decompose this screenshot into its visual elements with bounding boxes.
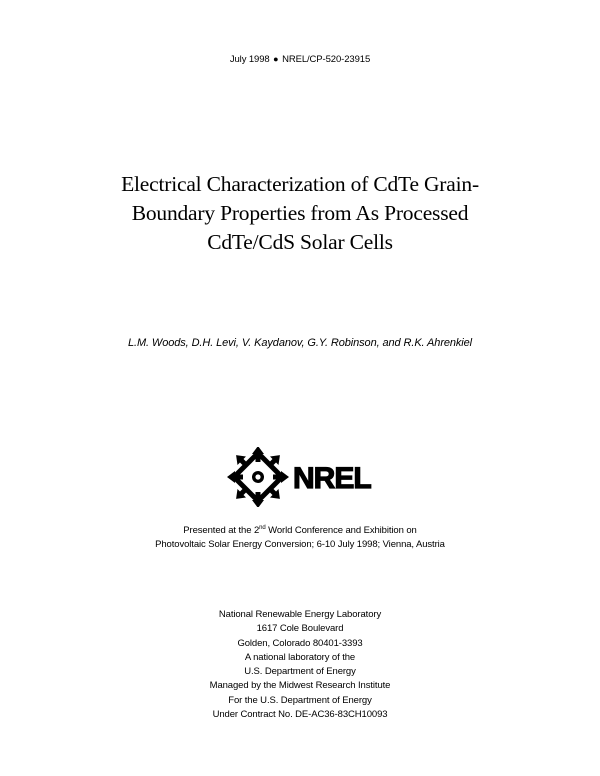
nrel-logo-text: NREL bbox=[293, 462, 371, 495]
nrel-logo bbox=[227, 447, 377, 507]
address-line-3: Golden, Colorado 80401-3393 bbox=[237, 637, 363, 649]
report-number: NREL/CP-520-23915 bbox=[282, 54, 371, 65]
address-line-5: U.S. Department of Energy bbox=[244, 666, 356, 678]
presentation-prefix: Presented at the 2 bbox=[183, 525, 260, 536]
lab-address-block bbox=[0, 608, 600, 722]
report-header bbox=[0, 54, 600, 65]
presentation-line-2: Photovoltaic Solar Energy Conversion; 6-10 July 1998; Vienna, Austria bbox=[155, 539, 445, 550]
address-line-6: Managed by the Midwest Research Institute bbox=[209, 680, 391, 692]
presentation-line-1 bbox=[0, 524, 600, 538]
address-line-7: For the U.S. Department of Energy bbox=[228, 694, 372, 706]
presentation-note bbox=[0, 524, 600, 552]
address-line-1: National Renewable Energy Laboratory bbox=[218, 609, 382, 620]
title-line-1: Electrical Characterization of CdTe Grain- bbox=[121, 172, 479, 196]
address-line-4: A national laboratory of the bbox=[244, 651, 356, 663]
title-line-2: Boundary Properties from As Processed bbox=[131, 201, 469, 225]
address-line-8: Under Contract No. DE-AC36-83CH10093 bbox=[212, 709, 388, 721]
nrel-sun-logo-icon bbox=[227, 447, 377, 507]
ordinal-suffix: nd bbox=[259, 525, 266, 531]
paper-title bbox=[40, 170, 560, 257]
presentation-suffix: World Conference and Exhibition on bbox=[265, 525, 417, 536]
author-list: L.M. Woods, D.H. Levi, V. Kaydanov, G.Y. Robinson, and R.K. Ahrenkiel bbox=[127, 337, 473, 349]
address-line-2: 1617 Cole Boulevard bbox=[256, 623, 344, 635]
bullet-separator: ● bbox=[273, 54, 279, 64]
report-date: July 1998 bbox=[229, 54, 270, 65]
title-line-3: CdTe/CdS Solar Cells bbox=[207, 230, 393, 254]
